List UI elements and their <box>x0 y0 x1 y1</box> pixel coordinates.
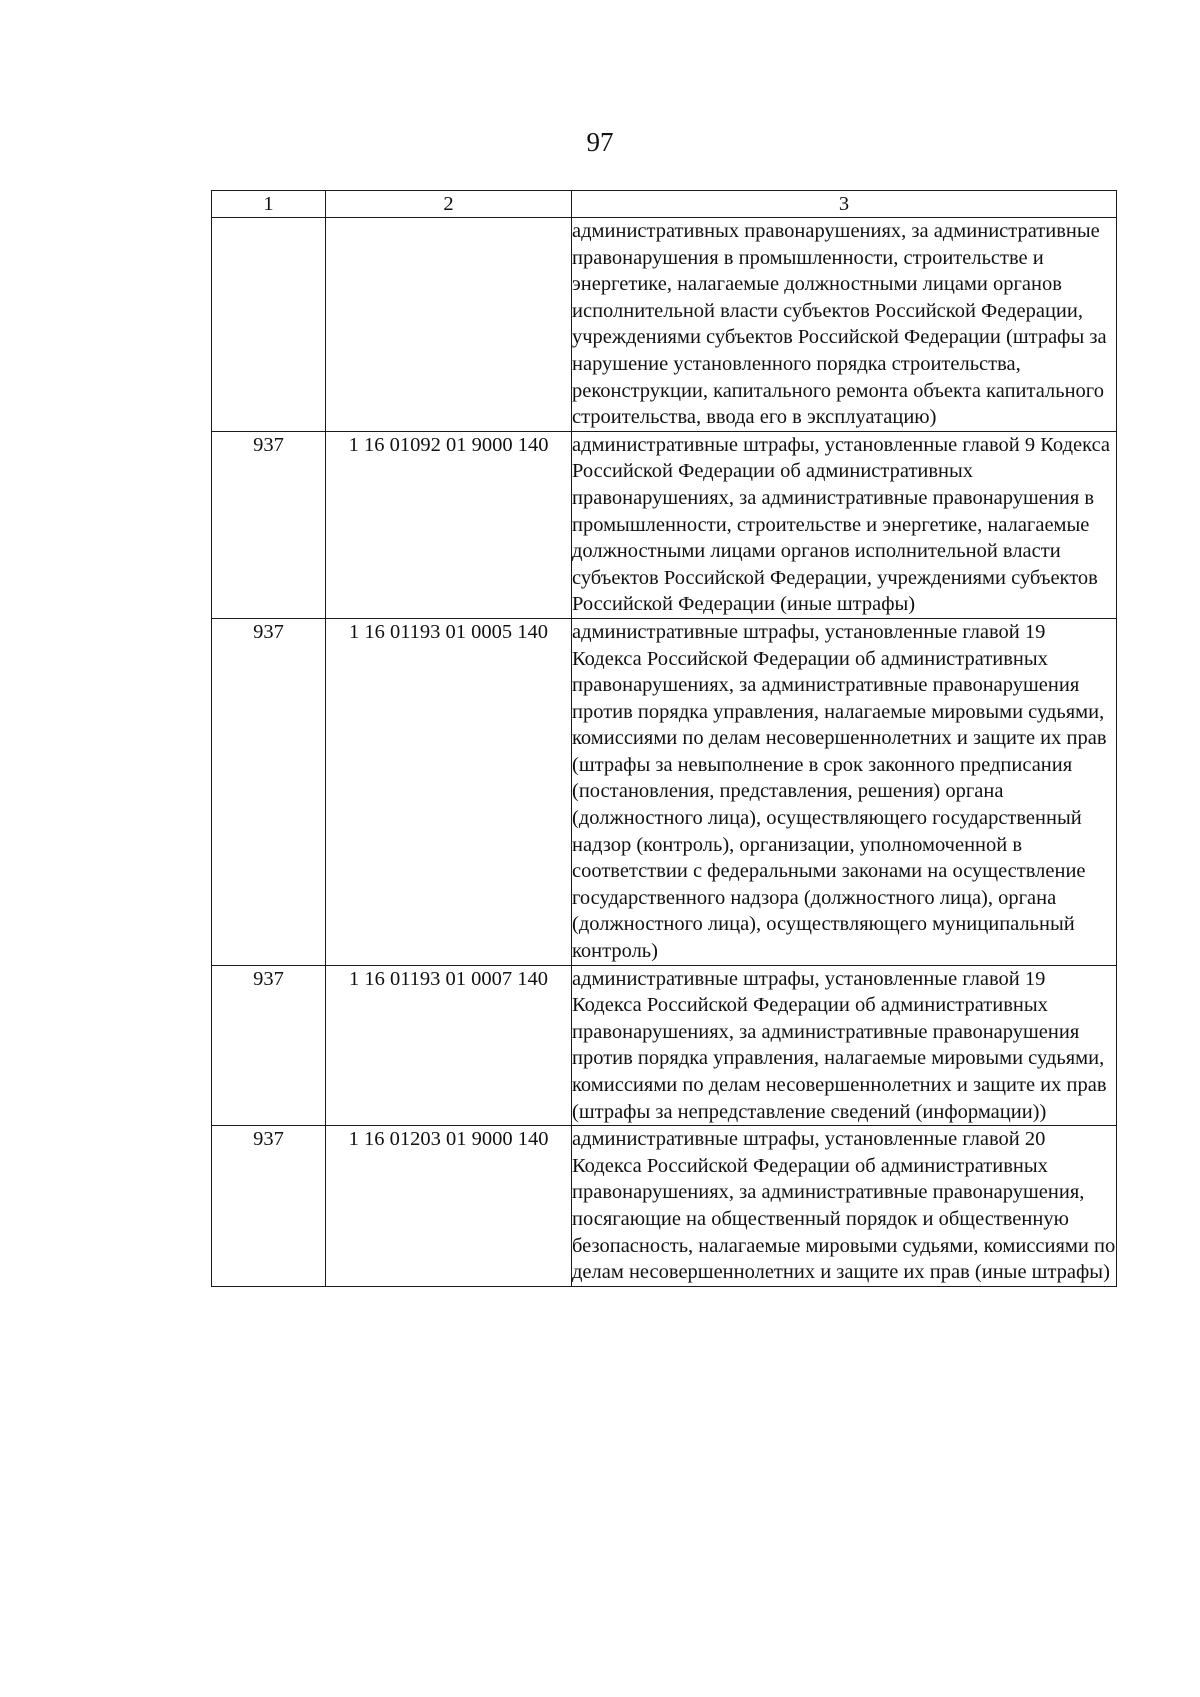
table-row <box>212 618 1117 965</box>
admin-code-cell: 937 <box>212 431 326 618</box>
description-cell: административные штрафы, установленные главой 20 Кодекса Российской Федерации об административных правонарушениях, за административные правонарушения, посягающие на общественный порядок и общественную безопасность, налагаемые мировыми судьями, комиссиями по делам несовершеннолетних и защите их прав (иные штрафы) <box>572 1126 1117 1287</box>
budget-code-cell: 1 16 01092 01 9000 140 <box>326 431 572 618</box>
budget-code-cell: 1 16 01203 01 9000 140 <box>326 1126 572 1287</box>
description-cell: административных правонарушениях, за административные правонарушения в промышленности, строительстве и энергетике, налагаемые должностными лицами органов исполнительной власти субъектов Российской Федерации, учреждениями субъектов Российской Федерации (штрафы за нарушение установленного порядка строительства, реконструкции, капитального ремонта объекта капитального строительства, ввода его в эксплуатацию) <box>572 218 1117 432</box>
description-cell: административные штрафы, установленные главой 9 Кодекса Российской Федерации об административных правонарушениях, за административные правонарушения в промышленности, строительстве и энергетике, налагаемые должностными лицами органов исполнительной власти субъектов Российской Федерации, учреждениями субъектов Российской Федерации (иные штрафы) <box>572 431 1117 618</box>
admin-code-cell: 937 <box>212 965 326 1126</box>
column-header-1: 1 <box>212 191 326 218</box>
column-header-3: 3 <box>572 191 1117 218</box>
admin-code-cell: 937 <box>212 1126 326 1287</box>
budget-code-cell <box>326 218 572 432</box>
page-number: 97 <box>586 127 614 157</box>
admin-code-cell: 937 <box>212 618 326 965</box>
table-row <box>212 431 1117 618</box>
table-row <box>212 218 1117 432</box>
budget-code-cell: 1 16 01193 01 0007 140 <box>326 965 572 1126</box>
table-header-row <box>212 191 1117 218</box>
budget-codes-table <box>211 190 1117 1287</box>
description-cell: административные штрафы, установленные главой 19 Кодекса Российской Федерации об административных правонарушениях, за административные правонарушения против порядка управления, налагаемые мировыми судьями, комиссиями по делам несовершеннолетних и защите их прав (штрафы за непредставление сведений (информации)) <box>572 965 1117 1126</box>
budget-code-cell: 1 16 01193 01 0005 140 <box>326 618 572 965</box>
table-row <box>212 965 1117 1126</box>
column-header-2: 2 <box>326 191 572 218</box>
table-row <box>212 1126 1117 1287</box>
description-cell: административные штрафы, установленные главой 19 Кодекса Российской Федерации об административных правонарушениях, за административные правонарушения против порядка управления, налагаемые мировыми судьями, комиссиями по делам несовершеннолетних и защите их прав (штрафы за невыполнение в срок законного предписания (постановления, представления, решения) органа (должностного лица), осуществляющего государственный надзор (контроль), организации, уполномоченной в соответствии с федеральными законами на осуществление государственного надзора (должностного лица), органа (должностного лица), осуществляющего муниципальный контроль) <box>572 618 1117 965</box>
admin-code-cell <box>212 218 326 432</box>
